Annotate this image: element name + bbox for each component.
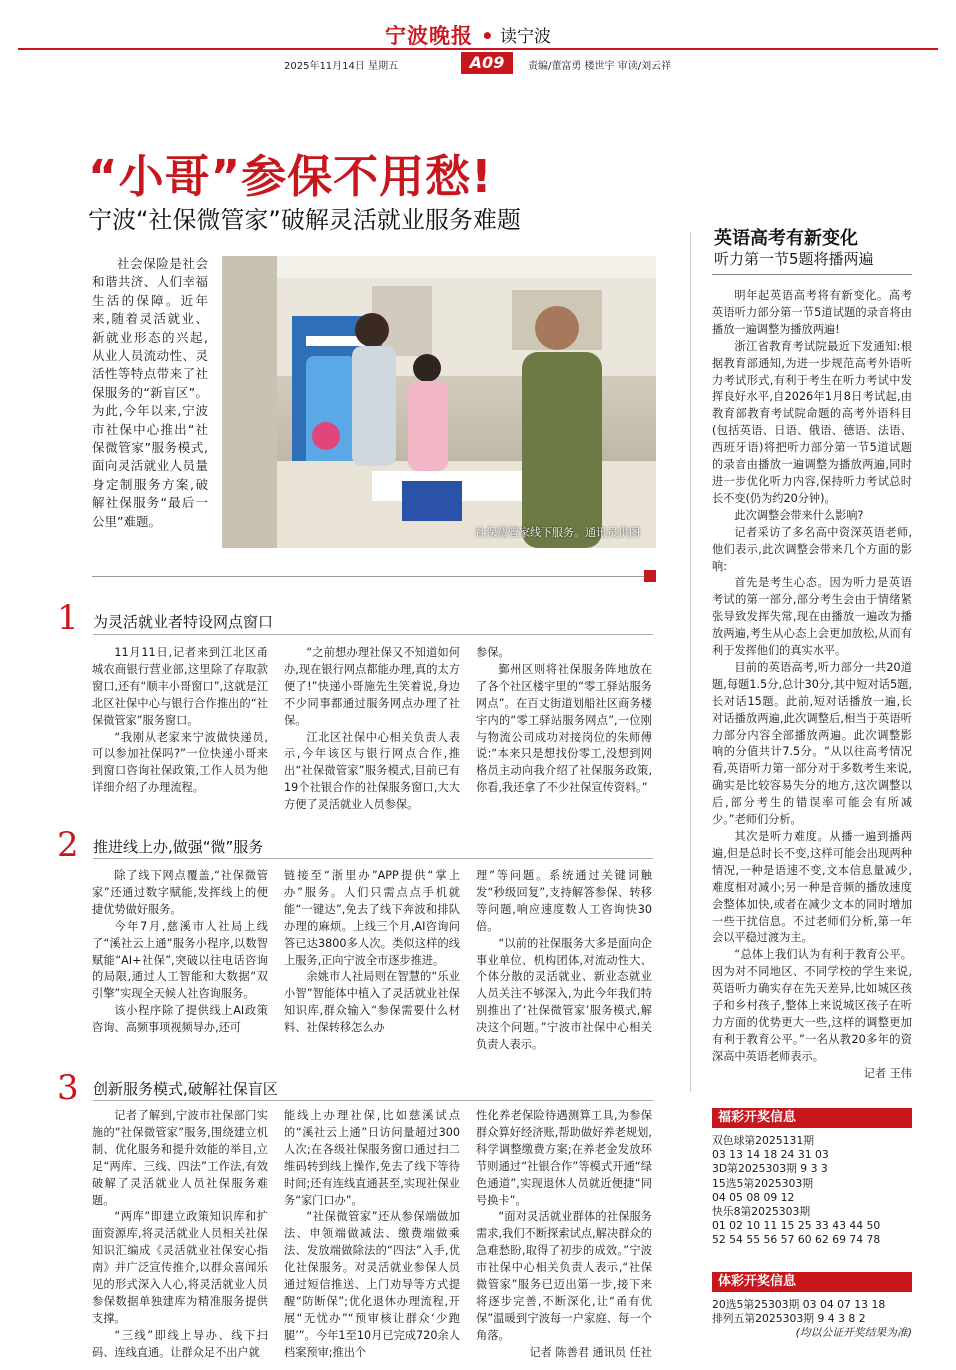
section-title: 创新服务模式,破解社保盲区 (93, 1080, 278, 1098)
article-photo (222, 256, 656, 548)
column-text: 能线上办理社保,比如慈溪试点的“溪社云上通”日访问量超过300人次;在各级社保服务窗口通过扫二维码转到线上操作,免去了线下等待时间;还有连线直通甚至,实现社保业务“家门口办”。 “社保微管家”还从参保端做加法、申领端做减法、缴费端做乘法、发放端做除法的“四法”入手,优化社保服务。对灵活就业参保人员通过短信推送、上门劝导等方式提醒“防断保”;优化退休办理流程,开展“无忧办”“预审核让群众‘少跑腿’”。今年1至10月已完成720余人档案预审;推出个 (284, 1109, 460, 1359)
section-name: 读宁波 (500, 27, 551, 47)
newspaper-logo: 宁波晚报 • (385, 23, 495, 48)
section-rule (93, 858, 653, 859)
article-title: “小哥”参保不用愁! (88, 150, 493, 203)
editor-credits: 责编/董富勇 楼世宇 审读/刘云祥 (528, 61, 672, 72)
sidebar-title: 英语高考有新变化 (714, 228, 858, 249)
photo-illustration (222, 256, 656, 548)
column-text: 11月11日,记者来到江北区甬城农商银行营业部,这里除了存取款窗口,还有“顺丰小哥窗口”,这就是江北区社保中心与银行合作推出的“社保微管家”服务窗口。 “我刚从老家来宁波做快递员,可以参加社保吗?”一位快递小哥来到窗口咨询社保政策,工作人员为他详细介绍了办理流程。 (92, 646, 268, 795)
masthead-rule (18, 48, 938, 50)
sports-lottery-header: 体彩开奖信息 (712, 1272, 912, 1292)
page-number: A09 (461, 52, 513, 74)
section-number: 2 (57, 825, 79, 865)
column-text: “之前想办理社保又不知道如何办,现在银行网点都能办理,真的太方便了!”快递小哥施先生笑着说,身边不少同事都通过服务网点办理了社保。 江北区社保中心相关负责人表示,今年该区与银行网点合作,推出“社保微管家”服务模式,目前已有19个社银合作的社保服务窗口,大大方便了灵活就业人员参保。 (284, 646, 460, 812)
section-title: 为灵活就业者特设网点窗口 (93, 613, 274, 631)
column-text: 理”等问题。系统通过关键词触发“秒级回复”,支持解答参保、转移等问题,响应速度数人工咨询快30倍。 “以前的社保服务大多是面向企事业单位、机构团体,对流动性大、个体分散的灵活就业、新业态就业人员关注不够深入,为此今年我们特别推出了‘社保微管家’服务模式,解决这个问题。”宁波市社保中心相关负责人表示。 (476, 869, 652, 1052)
section-number: 1 (57, 598, 79, 638)
column-text: 参保。 鄞州区则将社保服务阵地放在了各个社区楼宇里的“零工驿站服务网点”。在百丈街道划船社区商务楼宇内的“零工驿站服务网点”,一位刚与物流公司成功对接岗位的朱师傅说:“本来只是想找份零工,没想到网格员主动向我介绍了社保服务政策,你看,我还拿了不少社保宣传资料。” (476, 646, 652, 795)
column-text: 性化养老保险待遇测算工具,为参保群众算好经济账,帮助做好养老规划,科学调整缴费方案;在养老金发放环节则通过“社银合作”等模式开通“绿色通道”,实现退休人员就近便捷“同号换卡”。 “面对灵活就业群体的社保服务需求,我们不断探索试点,解决群众的急难愁盼,取得了初步的成效。”宁波市社保中心相关负责人表示,“社保微管家”服务已迈出第一步,接下来将逐步完善,不断深化,让“甬有优保”温暖到宁波每一户家庭、每一个角落。 记者 陈善君 通讯员 任社 (476, 1109, 652, 1359)
sidebar-article: 明年起英语高考将有新变化。高考英语听力部分第一节5道试题的录音将由播放一遍调整为播放两遍! 浙江省教育考试院最近下发通知:根据教育部通知,为进一步规范高考外语听力考试形式,有利于考生在听力考试中发挥良好水平,自2026年1月8日考试起,由教育部教育考试院命题的高考外语科目(包括英语、日语、俄语、德语、法语、西班牙语)将把听力部分第一节5道试题的录音由播放一遍调整为播放两遍,同时进一步优化听力内容,保持听力考试总时长不变(仍为约20分钟)。 此次调整会带来什么影响? 记者采访了多名高中资深英语老师,他们表示,此次调整会带来几个方面的影响: 首先是考生心态。因为听力是英语考试的第一部分,部分考生会由于情绪紧张导致发挥失常,现在由播放一遍改为播放两遍,考生从心态上会更加放松,从而有利于发挥他们的真实水平。 目前的英语高考,听力部分一共20道题,每题1.5分,总计30分,其中短对话5题,长对话15题。此前,短对话播放一遍,长对话播放两遍,此次调整后,相当于英语听力部分内容全部播放两遍。此次调整影响的分值共计7.5分。“从以往高考情况看,英语听力第一部分对于多数考生来说,确实是比较容易失分的地方,这次调整以后,部分考生的错误率可能会有所减少。”老师们分析。 其次是听力难度。从播一遍到播两遍,但是总时长不变,这样可能会出现两种情况,一种是语速不变,文本信息量减少,难度相对减小;另一种是音频的播放速度会整体加快,或者在减少文本的同时增加一些干扰信息。不过老师们分析,第一年会以平稳过渡为主。 “总体上我们认为有利于教育公平。因为对不同地区、不同学校的学生来说,英语听力确实存在先天差异,比如城区孩子和乡村孩子,整体上来说城区孩子在听力方面的优势更大一些,这样的调整更加有利于教育公平。”一名从教20多年的资深高中英语老师表示。 记者 王伟 (712, 289, 912, 1080)
section-number: 3 (57, 1068, 79, 1108)
column-text: 除了线下网点覆盖,“社保微管家”还通过数字赋能,发挥线上的便捷优势做好服务。 今年7月,慈溪市人社局上线了“溪社云上通”服务小程序,以数智赋能“AI+社保”,突破以往电话咨询的局限,通过人工智能和大数据“双引擎”实现全天候人社咨询服务。 该小程序除了提供线上AI政策咨询、高频事项视频导办,还可 (92, 869, 268, 1035)
sidebar-subtitle: 听力第一节5题将播两遍 (714, 250, 874, 268)
section-rule (93, 634, 653, 635)
welfare-lottery-header: 福彩开奖信息 (712, 1108, 912, 1128)
sidebar-rule (712, 274, 912, 275)
column-text: 记者了解到,宁波市社保部门实施的“社保微管家”服务,围绕建立机制、优化服务和提升效能的举目,立足“两库、三线、四法”工作法,有效破解了灵活就业人员社保服务难题。 “两库”即建立政策知识库和扩面资源库,将灵活就业人员相关社保知识汇编成《灵活就业社保安心指南》并广泛宣传推介,以群众喜闻乐见的形式深入人心,将灵活就业人员参保数据单独建库为精准服务提供支撑。 “三线”即线上导办、线下扫码、连线直通。让群众足不出户就 (92, 1109, 268, 1359)
column-divider (690, 232, 691, 1092)
masthead (0, 0, 956, 80)
sports-lottery-results: 20选5第25303期 03 04 07 13 18 排列五第2025303期 9 4 3 8 2 (均以公证开奖结果为准) (712, 1298, 912, 1340)
divider (92, 576, 644, 577)
article-lead: 社会保险是社会和谐共济、人们幸福生活的保障。近年来,随着灵活就业、新就业形态的兴起,从业人员流动性、灵活性等特点带来了社保服务的“新盲区”。为此,今年以来,宁波市社保中心推出“社保微管家”服务模式,面向灵活就业人员量身定制服务方案,破解社保服务“最后一公里”难题。 (92, 256, 208, 529)
section-marker (644, 570, 656, 582)
photo-caption: 社保微管家线下服务。通讯员供图 (475, 526, 640, 539)
article-subtitle: 宁波“社保微管家”破解灵活就业服务难题 (88, 206, 521, 234)
section-rule (93, 1100, 653, 1101)
issue-date: 2025年11月14日 星期五 (284, 61, 399, 72)
column-text: 链接至“浙里办”APP提供“掌上办”服务。人们只需点点手机就能“一键达”,免去了线下奔波和排队办理的麻烦。上线三个月,AI咨询问答已达3800多人次。类似这样的线上服务,正向宁波全市逐步推进。 余姚市人社局则在智慧的“乐业小智”智能体中植入了灵活就业社保知识库,群众输入“参保需要什么材料、社保转移怎么办 (284, 869, 460, 1035)
welfare-lottery-results: 双色球第2025131期 03 13 14 18 24 31 03 3D第2025303期 9 3 3 15选5第2025303期 04 05 08 09 12 快乐8第2025303期 01 02 10 11 15 25 33 43 44 50 52 54 55 56 57 60 62 69 74 78 (712, 1134, 881, 1247)
section-title: 推进线上办,做强“微”服务 (93, 838, 264, 856)
